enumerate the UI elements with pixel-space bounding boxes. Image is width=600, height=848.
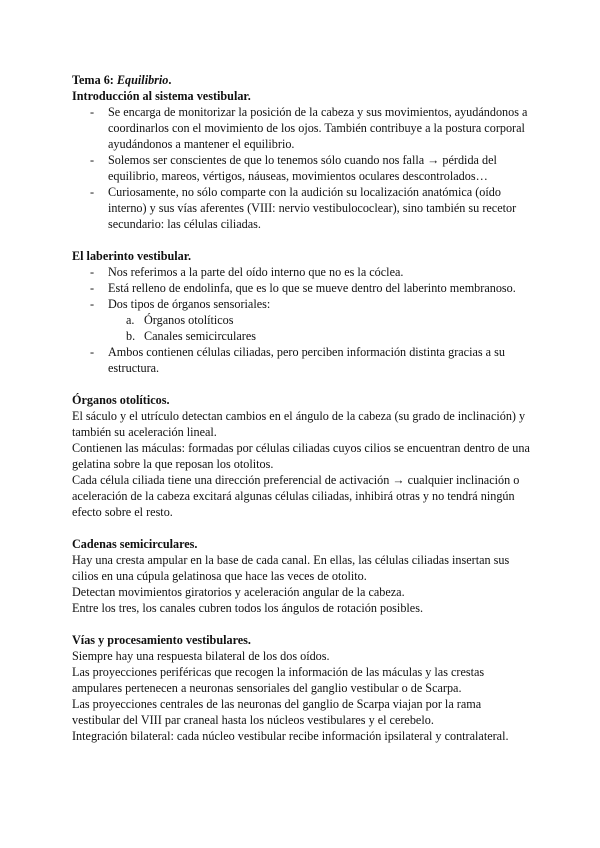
sensory-organs-sublist bbox=[72, 312, 532, 344]
section-spacer bbox=[72, 616, 532, 632]
paragraph: Contienen las máculas: formadas por células ciliadas cuyos cilios se encuentran dentro de una gelatina sobre la que reposan los otolitos. bbox=[72, 441, 530, 471]
intro-bullet-2: Solemos ser conscientes de que lo tenemos sólo cuando nos falla → pérdida del equilibrio, mareos, vértigos, náuseas, movimientos oculares descontrolados… bbox=[108, 153, 497, 183]
paragraph: Las proyecciones centrales de las neuronas del ganglio de Scarpa viajan por la rama vestibular del VIII par craneal hasta los núcleos vestibulares y el cerebelo. bbox=[72, 697, 482, 727]
labyrinth-bullet-4: Ambos contienen células ciliadas, pero perciben información distinta gracias a su estructura. bbox=[108, 345, 505, 375]
otolithic-heading: Órganos otolíticos. bbox=[72, 393, 170, 407]
section-spacer bbox=[72, 232, 532, 248]
paragraph: Siempre hay una respuesta bilateral de los dos oídos. bbox=[72, 649, 330, 663]
section-spacer bbox=[72, 376, 532, 392]
list-item bbox=[72, 264, 532, 280]
list-item bbox=[72, 152, 532, 184]
list-item bbox=[72, 296, 532, 312]
labyrinth-bullet-2: Está relleno de endolinfa, que es lo que se mueve dentro del laberinto membranoso. bbox=[108, 281, 516, 295]
sub-item-text: Órganos otolíticos bbox=[144, 313, 234, 327]
paragraph: Cada célula ciliada tiene una dirección preferencial de activación → cualquier inclinación o aceleración de la cabeza excitará algunas células ciliadas, inhibirá otras y no tendrá ningún efecto sobre el resto. bbox=[72, 473, 520, 519]
list-item bbox=[72, 312, 532, 328]
paragraph: Hay una cresta ampular en la base de cada canal. En ellas, las células ciliadas insertan sus cilios en una cúpula gelatinosa que hace las veces de otolito. bbox=[72, 553, 510, 583]
intro-heading: Introducción al sistema vestibular. bbox=[72, 89, 251, 103]
sub-item-text: Canales semicirculares bbox=[144, 329, 257, 343]
labyrinth-list bbox=[72, 264, 532, 312]
intro-bullet-3: Curiosamente, no sólo comparte con la audición su localización anatómica (oído interno) y sus vías aferentes (VIII: nervio vestibulococlear), sino también su recetor secundario: las células ciliadas. bbox=[108, 185, 517, 231]
paragraph: Detectan movimientos giratorios y aceleración angular de la cabeza. bbox=[72, 585, 405, 599]
document-body bbox=[72, 72, 532, 744]
list-item bbox=[72, 184, 532, 232]
list-item bbox=[72, 328, 532, 344]
paragraph: Las proyecciones periféricas que recogen la información de las máculas y las crestas ampulares pertenecen a neuronas sensoriales del ganglio vestibular o de Scarpa. bbox=[72, 665, 485, 695]
dash-bullet: - bbox=[90, 185, 95, 199]
dash-bullet: - bbox=[90, 105, 95, 119]
title-prefix: Tema 6: bbox=[72, 73, 117, 87]
sub-item-marker: a. bbox=[126, 313, 135, 327]
title-suffix: . bbox=[168, 73, 172, 87]
semicircular-heading: Cadenas semicirculares. bbox=[72, 537, 198, 551]
intro-bullet-1: Se encarga de monitorizar la posición de la cabeza y sus movimientos, ayudándonos a coordinarlos con el movimiento de los ojos. También contribuye a la postura corporal ayudándonos a mantener el equilibrio. bbox=[108, 105, 528, 151]
labyrinth-list-continued bbox=[72, 344, 532, 376]
list-item bbox=[72, 344, 532, 376]
sub-item-marker: b. bbox=[126, 329, 136, 343]
pathways-heading: Vías y procesamiento vestibulares. bbox=[72, 633, 251, 647]
list-item bbox=[72, 104, 532, 152]
labyrinth-bullet-3: Dos tipos de órganos sensoriales: bbox=[108, 297, 271, 311]
title-topic: Equilibrio bbox=[116, 73, 169, 87]
dash-bullet: - bbox=[90, 265, 95, 279]
dash-bullet: - bbox=[90, 297, 95, 311]
section-spacer bbox=[72, 520, 532, 536]
intro-list bbox=[72, 104, 532, 232]
labyrinth-bullet-1: Nos referimos a la parte del oído interno que no es la cóclea. bbox=[108, 265, 404, 279]
dash-bullet: - bbox=[90, 345, 95, 359]
document-title bbox=[72, 72, 532, 88]
dash-bullet: - bbox=[90, 281, 95, 295]
list-item bbox=[72, 280, 532, 296]
dash-bullet: - bbox=[90, 153, 95, 167]
paragraph: Integración bilateral: cada núcleo vestibular recibe información ipsilateral y contralateral. bbox=[72, 729, 509, 743]
labyrinth-heading: El laberinto vestibular. bbox=[72, 249, 192, 263]
paragraph: El sáculo y el utrículo detectan cambios en el ángulo de la cabeza (su grado de inclinación) y también su aceleración lineal. bbox=[72, 409, 526, 439]
paragraph: Entre los tres, los canales cubren todos los ángulos de rotación posibles. bbox=[72, 601, 423, 615]
